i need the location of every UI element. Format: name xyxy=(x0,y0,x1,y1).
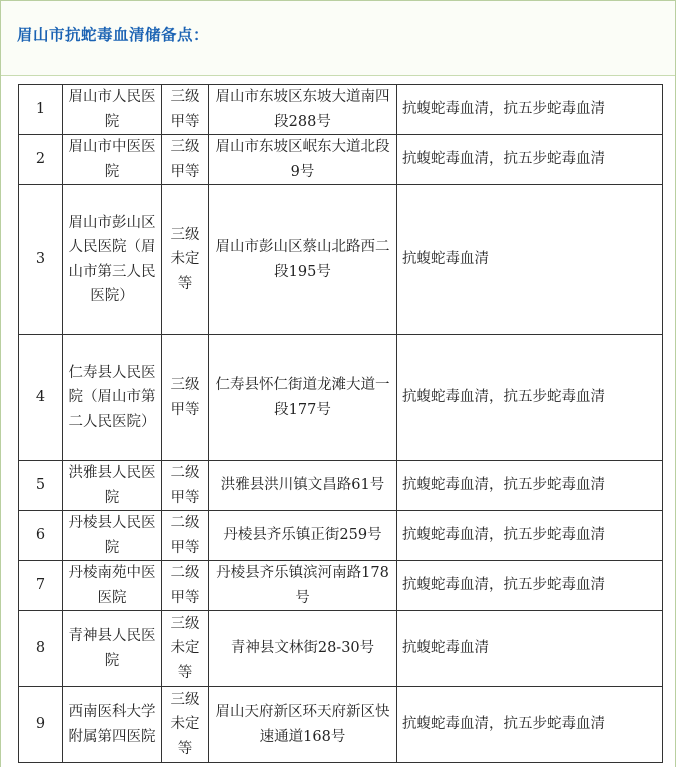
serum-types: 抗蝮蛇毒血清，抗五步蛇毒血清 xyxy=(397,687,663,763)
row-number: 2 xyxy=(19,135,63,185)
hospital-grade: 二级甲等 xyxy=(162,561,209,611)
hospital-address: 青神县文林街28-30号 xyxy=(209,611,397,687)
hospital-grade: 三级甲等 xyxy=(162,335,209,461)
row-number: 6 xyxy=(19,511,63,561)
hospital-grade: 三级未定等 xyxy=(162,185,209,335)
serum-types: 抗蝮蛇毒血清，抗五步蛇毒血清 xyxy=(397,335,663,461)
table-row xyxy=(19,687,663,763)
row-number: 8 xyxy=(19,611,63,687)
table-row xyxy=(19,611,663,687)
serum-types: 抗蝮蛇毒血清，抗五步蛇毒血清 xyxy=(397,135,663,185)
hospital-address: 洪雅县洪川镇文昌路61号 xyxy=(209,461,397,511)
hospital-address: 眉山市东坡区东坡大道南四段288号 xyxy=(209,85,397,135)
section-heading-bar xyxy=(1,1,675,76)
hospital-name: 青神县人民医院 xyxy=(63,611,162,687)
table-row xyxy=(19,461,663,511)
table-row xyxy=(19,511,663,561)
hospital-name: 丹棱县人民医院 xyxy=(63,511,162,561)
hospital-address: 眉山市东坡区岷东大道北段9号 xyxy=(209,135,397,185)
hospital-grade: 三级未定等 xyxy=(162,687,209,763)
table-row xyxy=(19,185,663,335)
serum-types: 抗蝮蛇毒血清，抗五步蛇毒血清 xyxy=(397,561,663,611)
hospital-grade: 二级甲等 xyxy=(162,511,209,561)
row-number: 3 xyxy=(19,185,63,335)
table-row xyxy=(19,335,663,461)
hospital-name: 仁寿县人民医院（眉山市第二人民医院） xyxy=(63,335,162,461)
hospital-grade: 三级未定等 xyxy=(162,611,209,687)
serum-types: 抗蝮蛇毒血清 xyxy=(397,185,663,335)
hospital-address: 眉山天府新区环天府新区快速通道168号 xyxy=(209,687,397,763)
hospital-address: 丹棱县齐乐镇滨河南路178号 xyxy=(209,561,397,611)
hospital-name: 丹棱南苑中医医院 xyxy=(63,561,162,611)
hospital-grade: 二级甲等 xyxy=(162,461,209,511)
section-heading: 眉山市抗蛇毒血清储备点： xyxy=(17,26,210,44)
serum-types: 抗蝮蛇毒血清 xyxy=(397,611,663,687)
row-number: 4 xyxy=(19,335,63,461)
hospital-name: 眉山市彭山区人民医院（眉山市第三人民医院） xyxy=(63,185,162,335)
hospital-name: 眉山市中医医院 xyxy=(63,135,162,185)
hospital-name: 西南医科大学附属第四医院 xyxy=(63,687,162,763)
hospital-grade: 三级甲等 xyxy=(162,135,209,185)
serum-types: 抗蝮蛇毒血清，抗五步蛇毒血清 xyxy=(397,461,663,511)
serum-types: 抗蝮蛇毒血清，抗五步蛇毒血清 xyxy=(397,511,663,561)
row-number: 7 xyxy=(19,561,63,611)
antivenom-reserve-table xyxy=(18,84,663,763)
serum-types: 抗蝮蛇毒血清，抗五步蛇毒血清 xyxy=(397,85,663,135)
row-number: 1 xyxy=(19,85,63,135)
table-row xyxy=(19,561,663,611)
hospital-address: 仁寿县怀仁街道龙滩大道一段177号 xyxy=(209,335,397,461)
hospital-address: 丹棱县齐乐镇正街259号 xyxy=(209,511,397,561)
hospital-name: 眉山市人民医院 xyxy=(63,85,162,135)
hospital-address: 眉山市彭山区蔡山北路西二段195号 xyxy=(209,185,397,335)
row-number: 9 xyxy=(19,687,63,763)
row-number: 5 xyxy=(19,461,63,511)
hospital-grade: 三级甲等 xyxy=(162,85,209,135)
table-row xyxy=(19,135,663,185)
table-row xyxy=(19,85,663,135)
hospital-name: 洪雅县人民医院 xyxy=(63,461,162,511)
